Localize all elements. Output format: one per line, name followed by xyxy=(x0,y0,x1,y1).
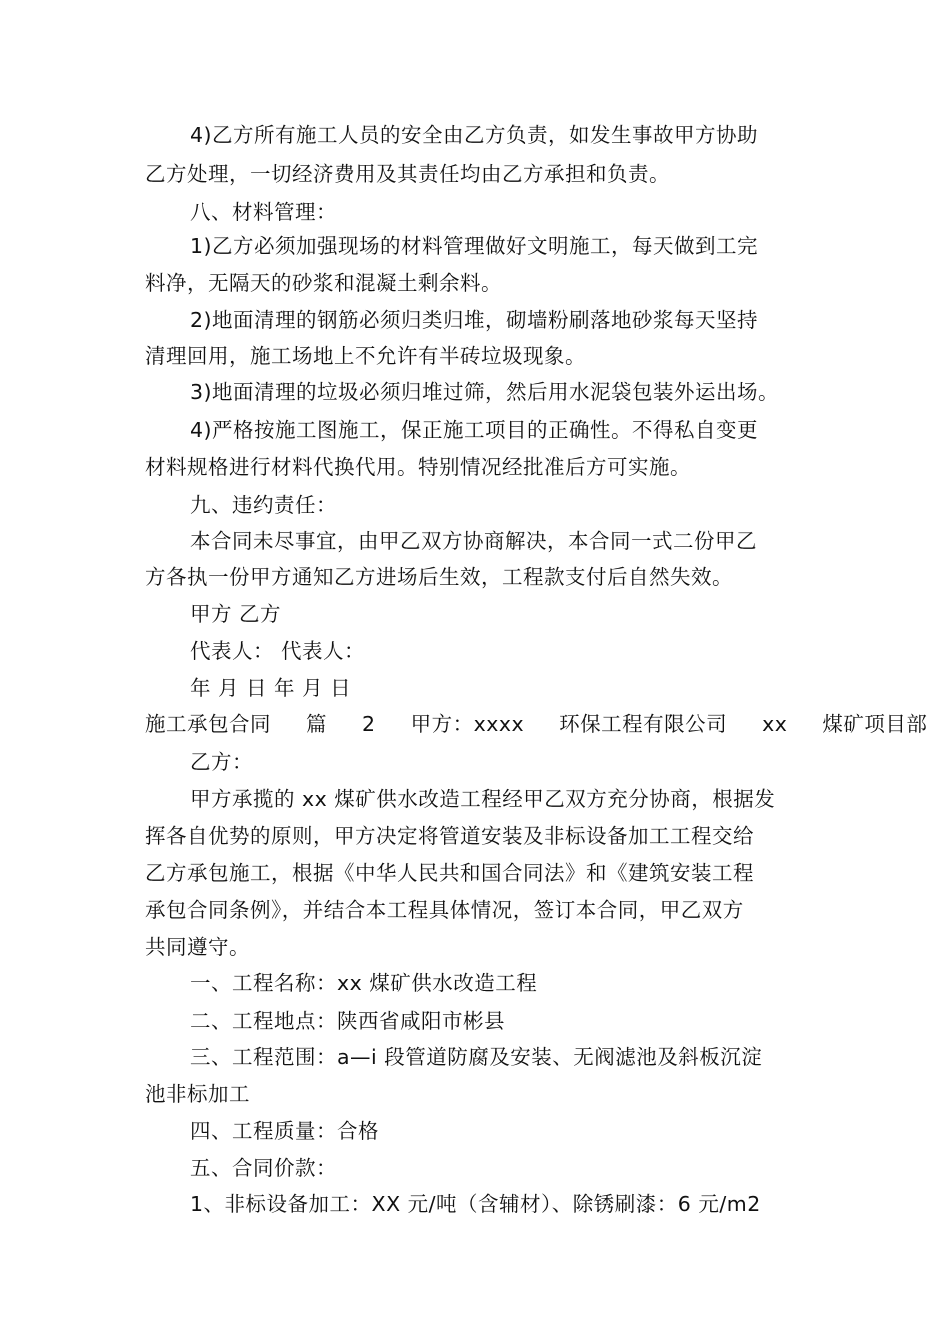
paragraph-line: 1、非标设备加工：XX 元/吨（含辅材）、除锈刷漆：6 元/m2 xyxy=(190,1192,761,1216)
signature-representatives: 代表人： 代表人： xyxy=(190,639,366,663)
section-heading: 三、工程范围：a—i 段管道防腐及安装、无阀滤池及斜板沉淀 xyxy=(190,1045,763,1069)
contract-title-line: 施工承包合同 篇 2 甲方：xxxx 环保工程有限公司 xx 煤矿项目部 xyxy=(145,712,928,736)
paragraph-line: 乙方处理，一切经济费用及其责任均由乙方承担和负责。 xyxy=(145,162,670,186)
paragraph-line: 承包合同条例》，并结合本工程具体情况，签订本合同，甲乙双方 xyxy=(145,898,744,922)
signature-parties: 甲方 乙方 xyxy=(190,602,282,626)
paragraph-line: 方各执一份甲方通知乙方进场后生效，工程款支付后自然失效。 xyxy=(145,565,733,589)
paragraph-line: 料净，无隔天的砂浆和混凝土剩余料。 xyxy=(145,271,502,295)
section-heading: 八、材料管理： xyxy=(190,200,337,224)
paragraph-line: 池非标加工 xyxy=(145,1082,250,1106)
paragraph-line: 4)严格按施工图施工，保正施工项目的正确性。不得私自变更 xyxy=(190,418,759,442)
paragraph-line: 2)地面清理的钢筋必须归类归堆，砌墙粉刷落地砂浆每天坚持 xyxy=(190,308,759,332)
section-heading: 九、违约责任： xyxy=(190,493,337,517)
paragraph-line: 共同遵守。 xyxy=(145,935,250,959)
paragraph-line: 挥各自优势的原则，甲方决定将管道安装及非标设备加工工程交给 xyxy=(145,824,754,848)
signature-dates: 年 月 日 年 月 日 xyxy=(190,676,352,700)
paragraph-line: 本合同未尽事宜，由甲乙双方协商解决，本合同一式二份甲乙 xyxy=(190,529,757,553)
section-heading: 四、工程质量：合格 xyxy=(190,1119,379,1143)
paragraph-line: 1)乙方必须加强现场的材料管理做好文明施工，每天做到工完 xyxy=(190,234,759,258)
paragraph-line: 4)乙方所有施工人员的安全由乙方负责，如发生事故甲方协助 xyxy=(190,123,759,147)
paragraph-line: 3)地面清理的垃圾必须归堆过筛，然后用水泥袋包装外运出场。 xyxy=(190,380,780,404)
section-heading: 一、工程名称：xx 煤矿供水改造工程 xyxy=(190,971,538,995)
paragraph-line: 材料规格进行材料代换代用。特别情况经批准后方可实施。 xyxy=(145,455,691,479)
section-heading: 五、合同价款： xyxy=(190,1156,337,1180)
section-heading: 二、工程地点：陕西省咸阳市彬县 xyxy=(190,1009,505,1033)
paragraph-line: 乙方承包施工，根据《中华人民共和国合同法》和《建筑安装工程 xyxy=(145,861,754,885)
paragraph-line: 清理回用，施工场地上不允许有半砖垃圾现象。 xyxy=(145,344,586,368)
party-b-line: 乙方： xyxy=(190,750,253,774)
paragraph-line: 甲方承揽的 xx 煤矿供水改造工程经甲乙双方充分协商，根据发 xyxy=(190,787,776,811)
